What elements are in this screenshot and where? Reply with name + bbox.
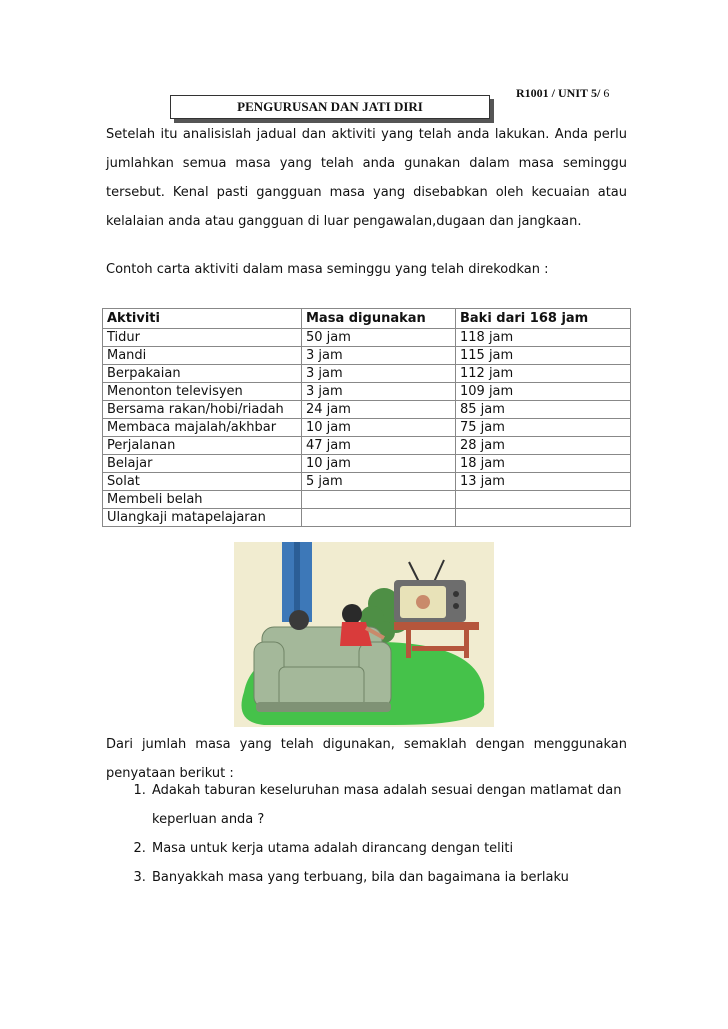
table-row (103, 491, 631, 509)
cell-activity: Perjalanan (103, 437, 302, 455)
list-item: 1. Adakah taburan keseluruhan masa adalah sesuai dengan matlamat dan keperluan anda ? (150, 776, 670, 834)
question-list (106, 776, 670, 892)
intro-paragraph: Setelah itu analisislah jadual dan aktiviti yang telah anda lakukan. Anda perlu jumlahkan semua masa yang telah anda gunakan dalam masa seminggu tersebut. Kenal pasti gangguan masa yang disebabkan oleh kecuaian atau kelalaian anda atau gangguan di luar pengawalan,dugaan dan jangkaan. (106, 127, 627, 229)
cell-time-used (302, 509, 456, 527)
cell-time-used: 47 jam (302, 437, 456, 455)
table-row (103, 401, 631, 419)
table-row (103, 455, 631, 473)
list-item: 2. Masa untuk kerja utama adalah dirancang dengan teliti (150, 834, 670, 863)
cell-balance: 28 jam (456, 437, 631, 455)
cell-balance: 109 jam (456, 383, 631, 401)
page-title: PENGURUSAN DAN JATI DIRI (170, 95, 490, 119)
header-activity: Aktiviti (103, 309, 302, 329)
table-row (103, 347, 631, 365)
table-row (103, 473, 631, 491)
tv-watching-illustration (234, 542, 494, 727)
cell-balance (456, 491, 631, 509)
cell-balance (456, 509, 631, 527)
table-row (103, 329, 631, 347)
cell-time-used: 10 jam (302, 419, 456, 437)
list-item: 3. Banyakkah masa yang terbuang, bila dan bagaimana ia berlaku (150, 863, 670, 892)
cell-activity: Membaca majalah/akhbar (103, 419, 302, 437)
cell-activity: Solat (103, 473, 302, 491)
unit-code: R1001 / UNIT (516, 86, 589, 100)
cell-balance: 112 jam (456, 365, 631, 383)
cell-balance: 18 jam (456, 455, 631, 473)
table-row (103, 365, 631, 383)
cell-balance: 118 jam (456, 329, 631, 347)
table-row (103, 383, 631, 401)
cell-time-used: 3 jam (302, 347, 456, 365)
cell-activity: Belajar (103, 455, 302, 473)
cell-balance: 75 jam (456, 419, 631, 437)
cell-activity: Berpakaian (103, 365, 302, 383)
page-number: 6 (603, 86, 610, 100)
header-time-used: Masa digunakan (302, 309, 456, 329)
cell-activity: Bersama rakan/hobi/riadah (103, 401, 302, 419)
cell-time-used: 24 jam (302, 401, 456, 419)
activity-table (102, 308, 631, 527)
cell-time-used: 10 jam (302, 455, 456, 473)
conclusion-paragraph: Dari jumlah masa yang telah digunakan, semaklah dengan menggunakan penyataan berikut : (106, 737, 627, 781)
cell-time-used: 5 jam (302, 473, 456, 491)
header-balance: Baki dari 168 jam (456, 309, 631, 329)
cell-time-used: 50 jam (302, 329, 456, 347)
cell-activity: Tidur (103, 329, 302, 347)
cell-activity: Ulangkaji matapelajaran (103, 509, 302, 527)
example-intro: Contoh carta aktiviti dalam masa seminggu yang telah direkodkan : (106, 262, 549, 277)
cell-activity: Membeli belah (103, 491, 302, 509)
table-row (103, 437, 631, 455)
cell-balance: 13 jam (456, 473, 631, 491)
cell-time-used (302, 491, 456, 509)
page-reference (516, 86, 609, 101)
table-row (103, 419, 631, 437)
table-header-row (103, 309, 631, 329)
cell-activity: Menonton televisyen (103, 383, 302, 401)
cell-activity: Mandi (103, 347, 302, 365)
cell-time-used: 3 jam (302, 383, 456, 401)
table-row (103, 509, 631, 527)
cell-balance: 85 jam (456, 401, 631, 419)
sofa (254, 627, 391, 712)
unit-number: 5/ (591, 86, 601, 100)
cell-time-used: 3 jam (302, 365, 456, 383)
cell-balance: 115 jam (456, 347, 631, 365)
